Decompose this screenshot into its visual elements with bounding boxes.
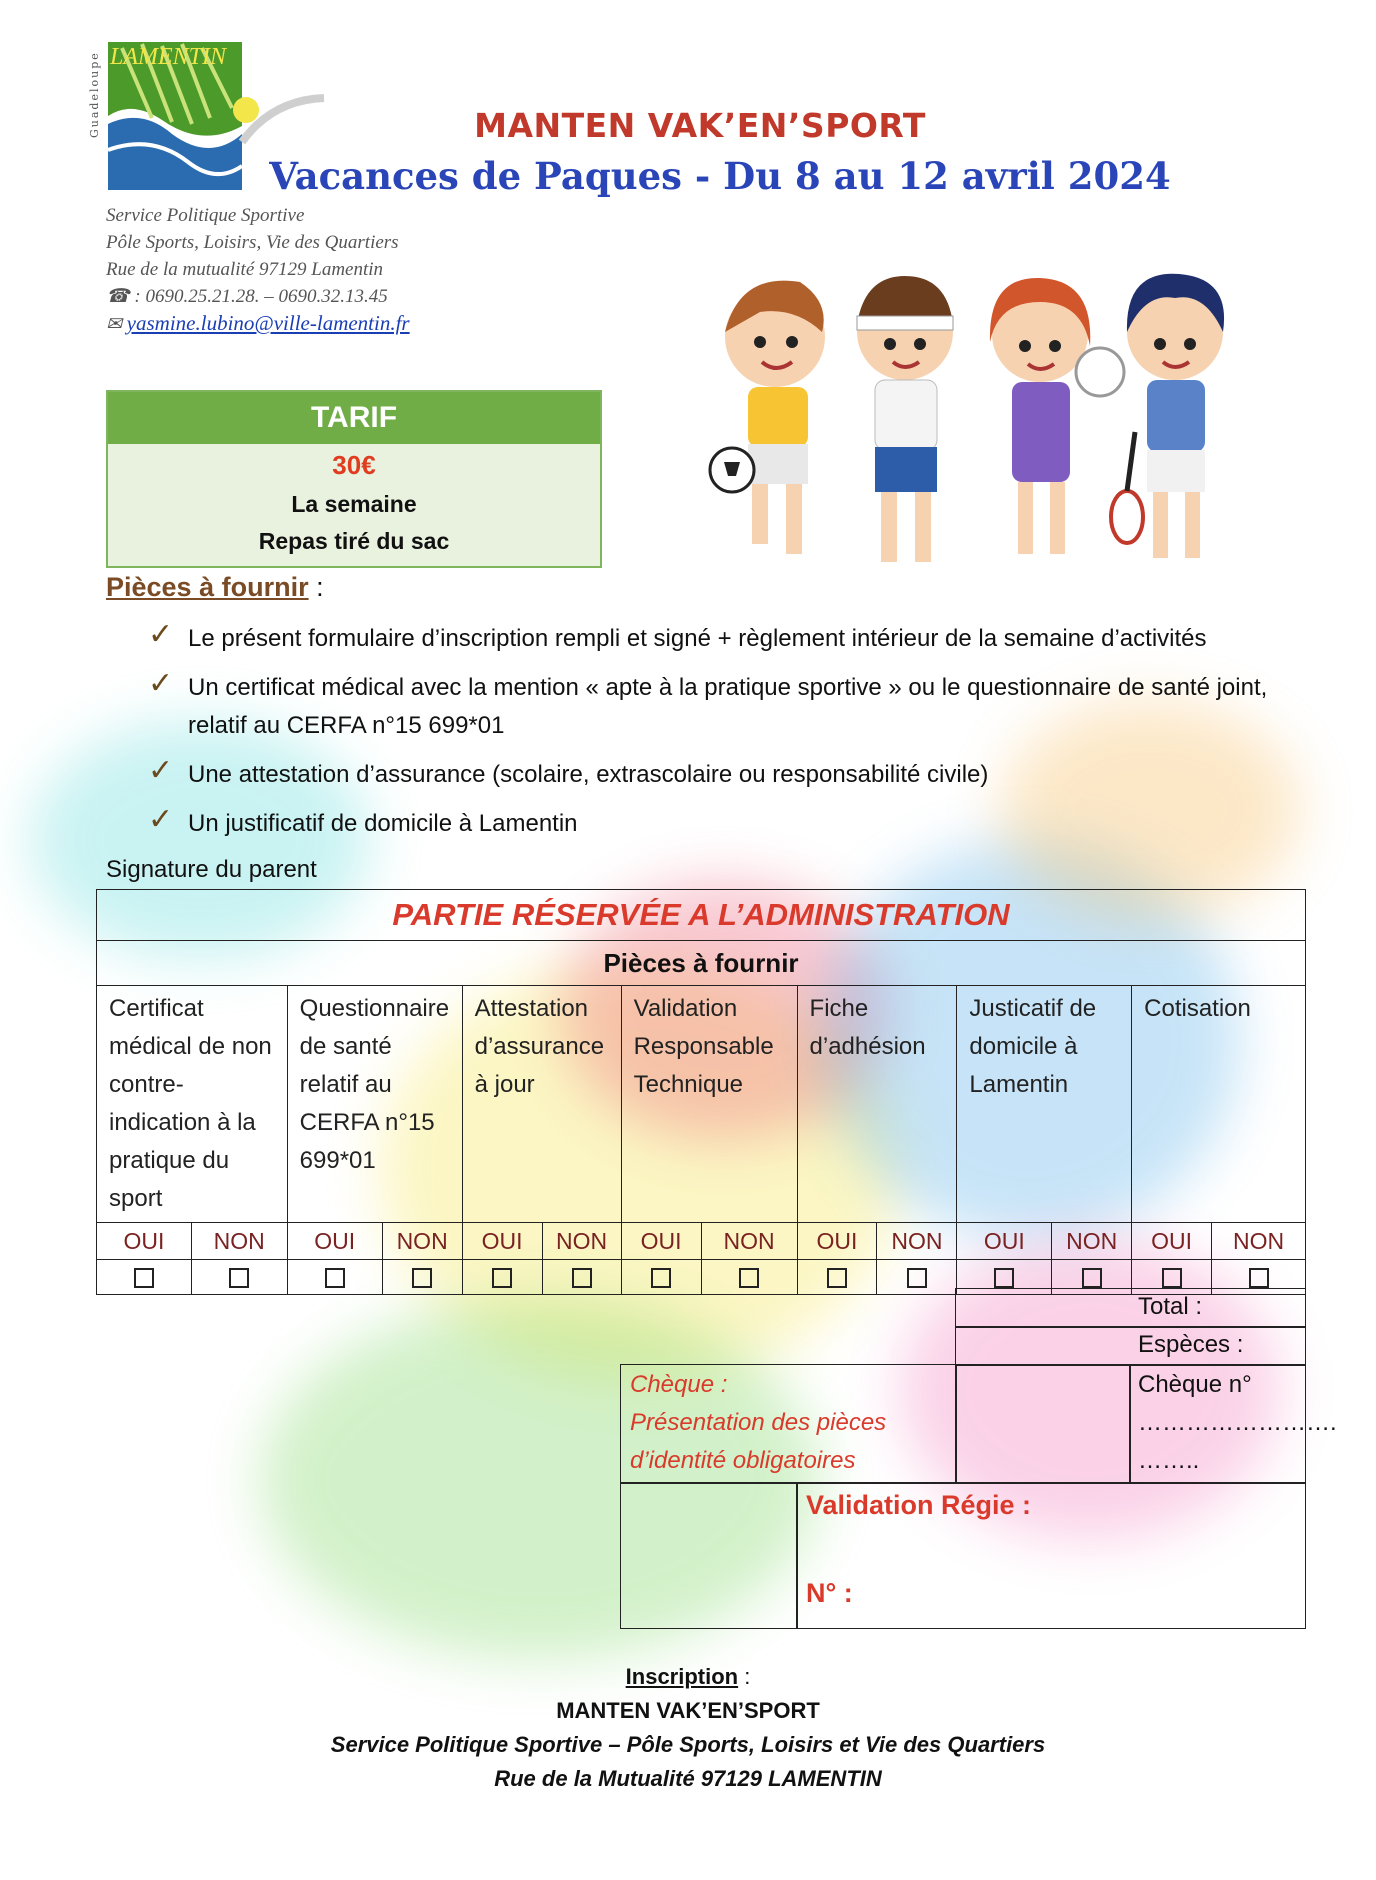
service-line2: Pôle Sports, Loisirs, Vie des Quartiers: [106, 232, 399, 253]
checkmark-icon: ✓: [148, 803, 174, 836]
footer-name: MANTEN VAK’EN’SPORT: [556, 1698, 820, 1723]
regie-left-cell: [620, 1482, 798, 1629]
admin-table: [96, 889, 1306, 1295]
oui-label: OUI: [1132, 1223, 1212, 1260]
list-item: ✓ Une attestation d’assurance (scolaire, extrascolaire ou responsabilité civile): [148, 754, 989, 788]
checkbox-certificat-non[interactable]: [229, 1268, 249, 1288]
oui-label: OUI: [462, 1223, 542, 1260]
col-header-certificat: Certificat médical de non contre-indication à la pratique du sport: [97, 986, 288, 1223]
col-header-attestation: Attestation d’assurance à jour: [462, 986, 621, 1223]
admin-title: PARTIE RÉSERVÉE A L’ADMINISTRATION: [97, 890, 1306, 941]
list-item: ✓ Le présent formulaire d’inscription rempli et signé + règlement intérieur de la semaine d’activités: [148, 618, 1207, 652]
footer-inscription-label: Inscription: [625, 1664, 739, 1689]
total-cell: [955, 1288, 1306, 1328]
cheque-number-dots-2: ……..: [1138, 1447, 1200, 1474]
non-label: NON: [701, 1223, 797, 1260]
cheque-number-text: Chèque n°: [1138, 1371, 1252, 1398]
non-label: NON: [1052, 1223, 1132, 1260]
pieces-list: [148, 620, 1278, 854]
footer-inscription: [0, 1664, 1376, 1690]
checkbox-cotisation-non[interactable]: [1249, 1268, 1269, 1288]
validation-regie-label: Validation Régie :: [806, 1490, 1032, 1520]
oui-label: OUI: [957, 1223, 1052, 1260]
cheque-number-dots: …………………….: [1138, 1409, 1337, 1436]
checkmark-icon: ✓: [148, 618, 174, 651]
page-title: MANTEN VAK’EN’SPORT: [474, 106, 926, 145]
checkbox-justificatif-oui[interactable]: [994, 1268, 1014, 1288]
pieces-heading-text: Pièces à fournir: [106, 572, 309, 602]
especes-cell: [955, 1326, 1306, 1366]
checkbox-justificatif-non[interactable]: [1082, 1268, 1102, 1288]
regie-number-label: N° :: [806, 1578, 853, 1608]
oui-label: OUI: [97, 1223, 192, 1260]
non-label: NON: [877, 1223, 957, 1260]
total-label: Total :: [1138, 1293, 1203, 1320]
yes-no-row: [97, 1223, 1306, 1260]
pieces-heading: [106, 572, 324, 603]
logo-vertical-word: Guadeloupe: [88, 51, 101, 138]
tarif-box: [106, 390, 602, 568]
especes-label: Espèces :: [1138, 1331, 1244, 1358]
phone-icon: ☎: [106, 286, 130, 307]
footer-address: Rue de la Mutualité 97129 LAMENTIN: [494, 1766, 882, 1791]
cheque-number-label: [1138, 1366, 1337, 1480]
checkbox-fiche-non[interactable]: [907, 1268, 927, 1288]
footer-service: Service Politique Sportive – Pôle Sports, Loisirs et Vie des Quartiers: [330, 1732, 1046, 1757]
checkbox-cotisation-oui[interactable]: [1162, 1268, 1182, 1288]
signature-label: Signature du parent: [106, 856, 317, 883]
tarif-meal: Repas tiré du sac: [258, 528, 450, 554]
checkmark-icon: ✓: [148, 667, 174, 700]
service-phone: : 0690.25.21.28. – 0690.32.13.45: [134, 286, 388, 307]
checkbox-certificat-oui[interactable]: [134, 1268, 154, 1288]
tarif-period: La semaine: [291, 491, 417, 517]
tarif-price: 30€: [332, 450, 376, 480]
service-email-row: [106, 310, 410, 338]
col-header-questionnaire: Questionnaire de santé relatif au CERFA n°15 699*01: [287, 986, 462, 1223]
non-label: NON: [191, 1223, 287, 1260]
checkmark-icon: ✓: [148, 754, 174, 787]
logo-word: LAMENTIN: [110, 44, 227, 70]
list-item: ✓ Un justificatif de domicile à Lamentin: [148, 803, 578, 837]
checkbox-fiche-oui[interactable]: [827, 1268, 847, 1288]
list-item: ✓ Un certificat médical avec la mention « apte à la pratique sportive » ou le questionnaire de santé joint, relatif au CERFA n°15 699*01: [148, 667, 1268, 739]
page-subtitle: Vacances de Paques - Du 8 au 12 avril 2024: [269, 154, 1171, 198]
checkbox-validation-oui[interactable]: [651, 1268, 671, 1288]
oui-label: OUI: [621, 1223, 701, 1260]
mail-icon: ✉: [106, 314, 122, 335]
service-line3: Rue de la mutualité 97129 Lamentin: [106, 259, 384, 280]
tarif-title: TARIF: [108, 392, 600, 444]
pieces-heading-colon: :: [308, 572, 324, 602]
cheque-blank-cell: [955, 1364, 1131, 1484]
non-label: NON: [382, 1223, 462, 1260]
col-header-cotisation: Cotisation: [1132, 986, 1306, 1223]
checkbox-attestation-non[interactable]: [572, 1268, 592, 1288]
col-header-justificatif: Justicatif de domicile à Lamentin: [957, 986, 1132, 1223]
checkbox-questionnaire-oui[interactable]: [325, 1268, 345, 1288]
col-header-validation: Validation Responsable Technique: [621, 986, 797, 1223]
non-label: NON: [1212, 1223, 1306, 1260]
admin-subtitle: Pièces à fournir: [97, 941, 1306, 986]
service-phone-row: [106, 283, 410, 310]
kids-sport-illustration: [700, 262, 1240, 607]
email-link[interactable]: yasmine.lubino@ville-lamentin.fr: [126, 311, 410, 335]
checkbox-questionnaire-non[interactable]: [412, 1268, 432, 1288]
oui-label: OUI: [797, 1223, 877, 1260]
oui-label: OUI: [287, 1223, 382, 1260]
non-label: NON: [542, 1223, 621, 1260]
cheque-note: Présentation des pièces d’identité obligatoires: [630, 1409, 887, 1474]
footer-inscription-colon: :: [738, 1664, 751, 1689]
service-line1: Service Politique Sportive: [106, 205, 305, 226]
checkbox-attestation-oui[interactable]: [492, 1268, 512, 1288]
cheque-label: Chèque :: [630, 1371, 728, 1398]
checkbox-validation-non[interactable]: [739, 1268, 759, 1288]
col-header-fiche: Fiche d’adhésion: [797, 986, 957, 1223]
service-info: [106, 202, 410, 338]
